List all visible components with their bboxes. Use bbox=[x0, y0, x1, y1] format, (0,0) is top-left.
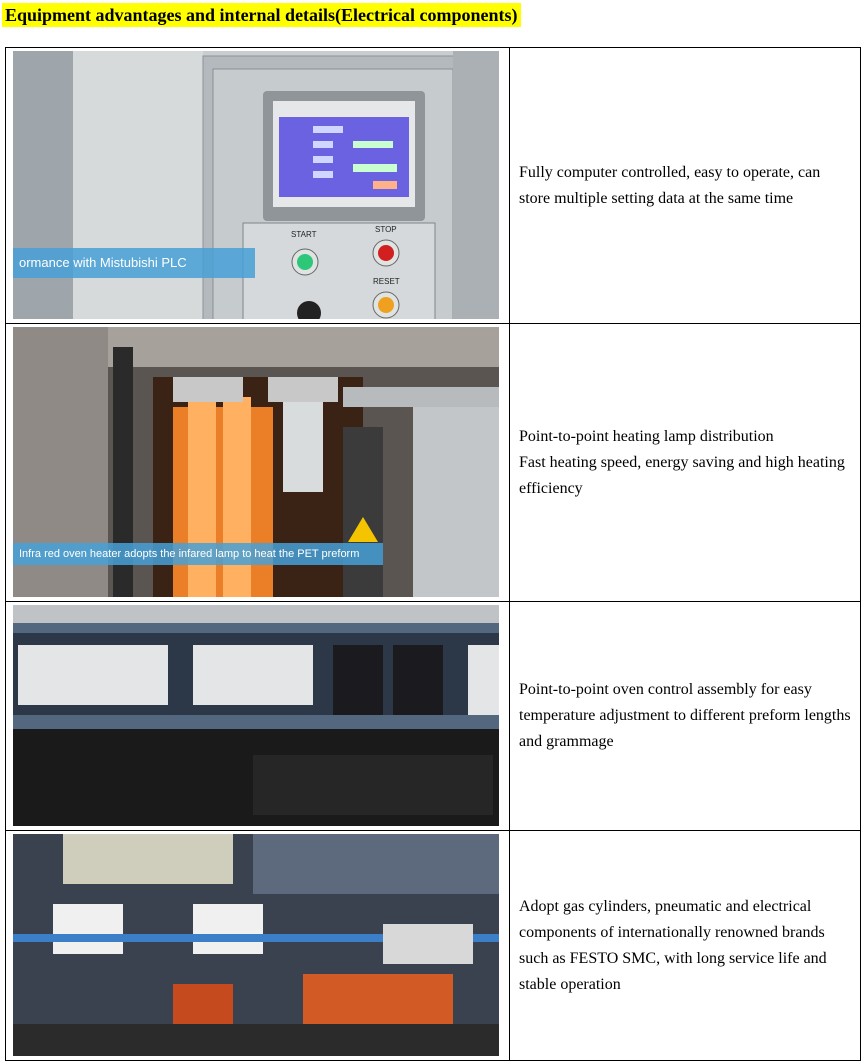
row-description: Fully computer controlled, easy to operate, can store multiple setting data at the same time bbox=[519, 163, 821, 207]
start-label: START bbox=[291, 230, 317, 239]
row-description: Adopt gas cylinders, pneumatic and electrical components of internationally renowned brands such as FESTO SMC, with long service life and stable operation bbox=[519, 897, 827, 993]
image-caption: ormance with Mistubishi PLC bbox=[13, 248, 255, 278]
oven-control-cabinet-photo bbox=[13, 605, 499, 826]
text-cell bbox=[510, 48, 860, 323]
text-cell bbox=[510, 602, 860, 830]
image-cell bbox=[6, 324, 510, 601]
table-row bbox=[6, 601, 860, 830]
table-row bbox=[6, 830, 860, 1060]
table-row bbox=[6, 48, 860, 323]
image-cell bbox=[6, 48, 510, 323]
table-row bbox=[6, 323, 860, 601]
equipment-table bbox=[5, 47, 861, 1061]
stop-label: STOP bbox=[375, 225, 397, 234]
image-cell bbox=[6, 602, 510, 830]
image-caption: Infra red oven heater adopts the infared lamp to heat the PET preform bbox=[13, 543, 383, 565]
pneumatic-components-photo bbox=[13, 834, 499, 1056]
row-description: Point-to-point oven control assembly for easy temperature adjustment to different preform lengths and grammage bbox=[519, 681, 851, 750]
infrared-oven-heater-photo bbox=[13, 327, 499, 597]
text-cell bbox=[510, 324, 860, 601]
text-cell bbox=[510, 831, 860, 1060]
row-description: Point-to-point heating lamp distribution Fast heating speed, energy saving and high heating efficiency bbox=[519, 427, 845, 497]
page-title: Equipment advantages and internal details(Electrical components) bbox=[2, 3, 521, 27]
image-cell bbox=[6, 831, 510, 1060]
reset-label: RESET bbox=[373, 277, 400, 286]
plc-control-panel-photo bbox=[13, 51, 499, 319]
